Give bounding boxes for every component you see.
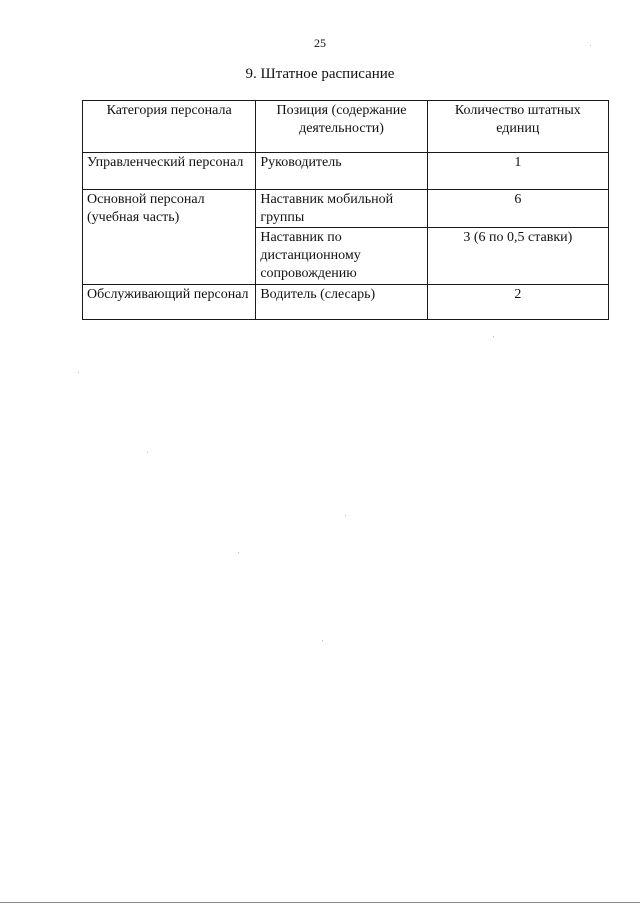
staffing-table bbox=[82, 100, 609, 320]
cell-category: Обслуживающий персонал bbox=[83, 285, 256, 320]
scan-edge-line bbox=[0, 902, 640, 903]
scan-speck bbox=[238, 552, 239, 553]
table-row bbox=[83, 153, 609, 190]
scan-speck bbox=[590, 45, 591, 46]
page-number: 25 bbox=[314, 36, 326, 50]
section-title: 9. Штатное расписание bbox=[245, 66, 395, 82]
cell-count: 6 bbox=[427, 190, 608, 228]
scan-speck bbox=[493, 336, 494, 337]
header-count: Количество штатных единиц bbox=[427, 101, 608, 153]
cell-count: 1 bbox=[427, 153, 608, 190]
table-row bbox=[83, 190, 609, 228]
scan-speck bbox=[345, 515, 346, 516]
scan-speck bbox=[322, 640, 323, 641]
cell-position: Водитель (слесарь) bbox=[256, 285, 427, 320]
cell-count: 2 bbox=[427, 285, 608, 320]
header-category: Категория персонала bbox=[83, 101, 256, 153]
scan-speck bbox=[78, 372, 79, 373]
cell-position: Руководитель bbox=[256, 153, 427, 190]
cell-count: 3 (6 по 0,5 ставки) bbox=[427, 228, 608, 285]
cell-position: Наставник мобильной группы bbox=[256, 190, 427, 228]
cell-position: Наставник по дистанционному сопровождению bbox=[256, 228, 427, 285]
cell-category: Управленческий персонал bbox=[83, 153, 256, 190]
cell-category: Основной персонал (учебная часть) bbox=[83, 190, 256, 285]
scan-speck bbox=[147, 452, 148, 453]
table-header-row bbox=[83, 101, 609, 153]
table-row bbox=[83, 285, 609, 320]
header-position: Позиция (содержание деятельности) bbox=[256, 101, 427, 153]
